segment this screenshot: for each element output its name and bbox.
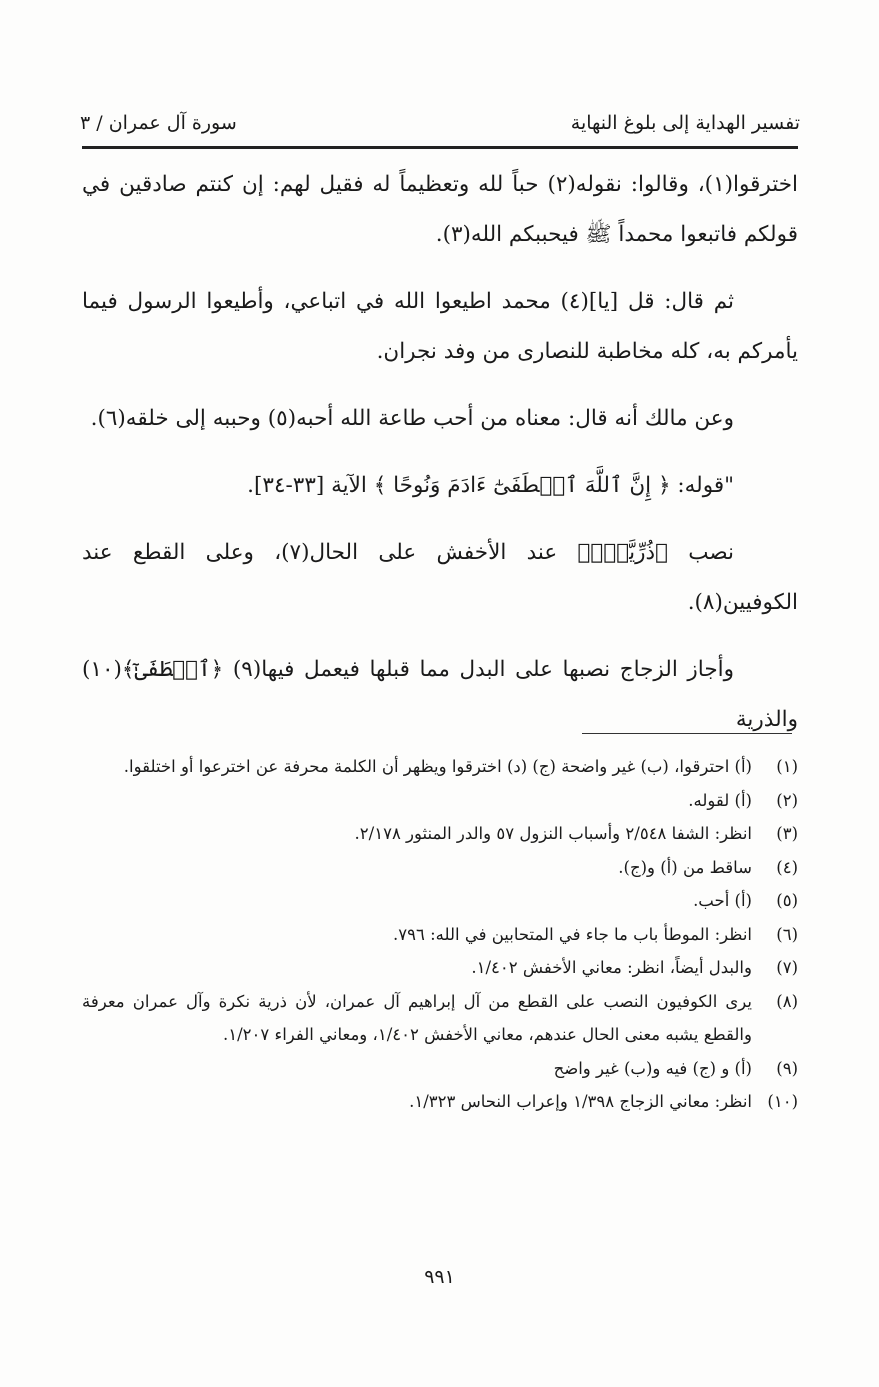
footnote [82, 985, 798, 1052]
footnote [82, 951, 798, 985]
footnote-number: (٩) [776, 1058, 798, 1078]
page-number: ٩٩١ [424, 1266, 455, 1288]
footnote [82, 784, 798, 818]
footnote-number: (٦) [776, 924, 798, 944]
footnote-text: (أ) أحب. [693, 891, 752, 910]
footnote-text: (أ) لقوله. [688, 790, 752, 810]
footnotes [82, 750, 798, 1119]
footnote-number: (٨) [776, 991, 798, 1011]
footnote-number: (٧) [776, 958, 798, 977]
footnote-number: (٥) [776, 891, 798, 910]
footnote [82, 918, 798, 952]
footnote-text: ساقط من (أ) و(ج). [618, 857, 752, 877]
footnote [82, 1052, 798, 1086]
paragraph: "قوله: ﴿ إِنَّ ٱللَّهَ ٱصۡطَفَىٰٓ ءَادَمَ وَنُوحًا ﴾ الآية [٣٣-٣٤]. [247, 473, 734, 498]
footnote-text: انظر: معاني الزجاج ١/٣٩٨ وإعراب النحاس ١/٣٢٣. [409, 1092, 752, 1111]
paragraph: ثم قال: قل [يا](٤) محمد اطيعوا الله في اتباعي، وأطيعوا الرسول فيما يأمركم به، كله مخاطبة للنصارى من وفد نجران. [82, 289, 798, 364]
footnote-number: (١٠) [767, 1092, 798, 1111]
paragraph: نصب ﴿ذُرِّيَّةَۢ﴾ عند الأخفش على الحال(٧)، وعلى القطع عند الكوفيين(٨). [82, 540, 798, 615]
book-title: تفسير الهداية إلى بلوغ النهاية [570, 112, 800, 134]
footnote [82, 851, 798, 885]
header-rule [82, 146, 798, 149]
surah-label: سورة آل عمران / ٣ [80, 112, 237, 134]
running-header [80, 108, 800, 142]
footnote-number: (٤) [776, 857, 798, 877]
footnote [82, 1085, 798, 1119]
paragraph: وأجاز الزجاج نصبها على البدل مما قبلها فيعمل فيها(٩) ﴿ٱصۡطَفَىٰٓ﴾(١٠) والذرية [82, 657, 798, 732]
footnote-text: والبدل أيضاً، انظر: معاني الأخفش ١/٤٠٢. [471, 958, 752, 977]
paragraph: وعن مالك أنه قال: معناه من أحب طاعة الله أحبه(٥) وحببه إلى خلقه(٦). [90, 406, 734, 431]
footnote-separator [582, 733, 792, 734]
footnote [82, 750, 798, 784]
footnote-number: (٣) [776, 824, 798, 843]
paragraph: اخترقوا(١)، وقالوا: نقوله(٢) حباً لله وتعظيماً له فقيل لهم: إن كنتم صادقين في قولكم فاتبعوا محمداً ﷺ فيحببكم الله(٣). [82, 172, 799, 247]
main-text [82, 160, 798, 762]
footnote-number: (١) [776, 757, 798, 776]
footnote-text: (أ) و (ج) فيه و(ب) غير واضح [553, 1058, 752, 1078]
footnote [82, 884, 798, 918]
footnote-text: انظر: الشفا ٢/٥٤٨ وأسباب النزول ٥٧ والدر المنثور ٢/١٧٨. [354, 824, 752, 843]
footnote-text: يرى الكوفيون النصب على القطع من آل إبراهيم آل عمران، لأن ذرية نكرة وآل عمران معرفة والقطع يشبه معنى الحال عندهم، معاني الأخفش ١/٤٠٢، ومعاني الفراء ١/٢٠٧. [82, 991, 752, 1044]
footnote [82, 817, 798, 851]
footnote-text: انظر: الموطأ باب ما جاء في المتحابين في الله: ٧٩٦. [393, 924, 752, 944]
footnote-number: (٢) [776, 790, 798, 810]
footnote-text: (أ) احترقوا، (ب) غير واضحة (ج) (د) اخترقوا ويظهر أن الكلمة محرفة عن اخترعوا أو اختلقوا. [123, 757, 752, 776]
